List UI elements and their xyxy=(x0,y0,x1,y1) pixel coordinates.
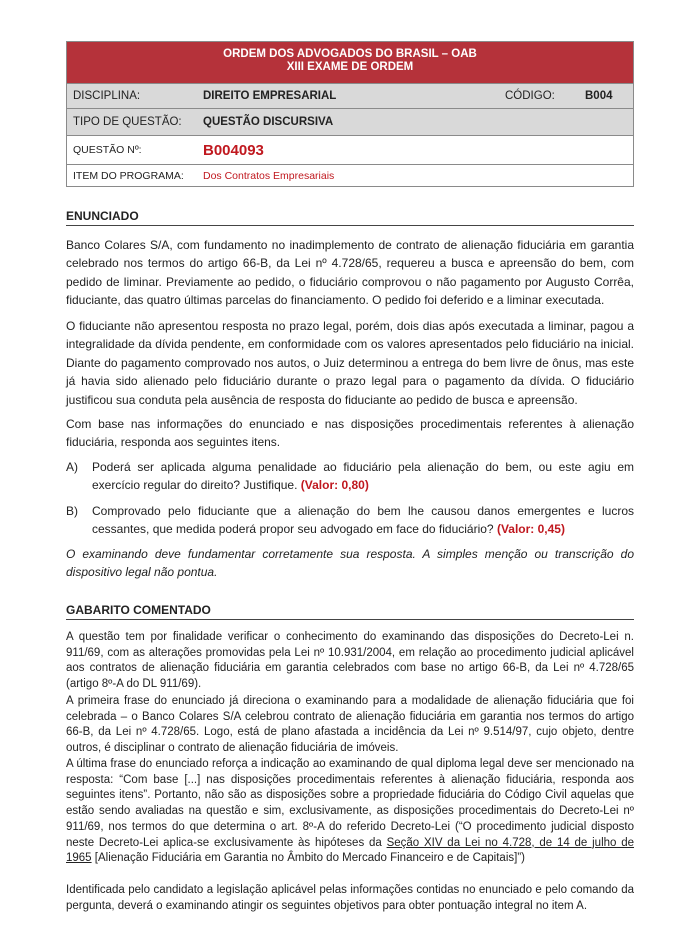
lei-4728-link[interactable]: Seção XIV da Lei no 4.728, de 14 de julho de 1965 xyxy=(66,836,635,865)
disciplina-value: DIREITO EMPRESARIAL xyxy=(203,90,337,102)
item-a-value: (Valor: 0,80) xyxy=(300,478,369,493)
enunciado-paragraph-2: O fiduciante não apresentou resposta no prazo legal, porém, dois dias após executada a liminar, pagou a integralidade da dívida pendente, em conformidade com os valores apresentados pelo fiduciário na inicial. Diante do pagamento comprovado nos autos, o Juiz determinou a entrega do bem livre de ônus, mas este já havia sido alienado pelo fiduciário durante o prazo legal para o pagamento da dívida. O fiduciário justificou sua conduta pela ausência de resposta do fiduciante ao pedido de busca e apreensão. xyxy=(66,319,634,407)
item-a-question: Poderá ser aplicada alguma penalidade ao fiduciário pela alienação do bem, ou este agiu em exercício regular do direito? Justifique. xyxy=(92,460,634,493)
enunciado-heading: ENUNCIADO xyxy=(66,209,634,226)
item-b-value: (Valor: 0,45) xyxy=(496,522,565,537)
gabarito-paragraph-4: Identificada pelo candidato a legislação aplicável pelas informações contidas no enunciado e pelo comando da pergunta, deverá o examinando atingir os seguintes objetivos para obter pontuação integral no item A. xyxy=(66,884,634,912)
questao-value: B004093 xyxy=(203,141,264,159)
gabarito-paragraph-1: A questão tem por finalidade verificar o conhecimento do examinando das disposições do Decreto-Lei n. 911/69, com as alterações promovidas pela Lei nº 10.931/2004, em relação ao procedimento judicial aplicável aos contratos de alienação fiduciária em garantia celebrados com base no artigo 66-B, da Lei nº 4.728/65 (artigo 8º-A do DL 911/69). xyxy=(66,631,634,691)
question-item-b xyxy=(66,502,634,539)
enunciado-note: O examinando deve fundamentar corretamente sua resposta. A simples menção ou transcrição do dispositivo legal não pontua. xyxy=(66,547,634,580)
enunciado-paragraph-3: Com base nas informações do enunciado e nas disposições procedimentais referentes à alienação fiduciária, responda aos seguintes itens. xyxy=(66,417,634,450)
questao-row xyxy=(67,136,633,165)
codigo-label: CÓDIGO: xyxy=(505,90,555,102)
item-programa-label: ITEM DO PROGRAMA: xyxy=(73,169,184,182)
disciplina-row xyxy=(67,84,633,109)
gabarito-paragraph-3 xyxy=(66,757,634,867)
exam-header-table xyxy=(66,41,634,187)
question-item-a xyxy=(66,458,634,495)
gabarito-p3-text: A última frase do enunciado reforça a indicação ao examinando de qual diploma legal deve ser mencionado na resposta: “Com base [...] nas disposições procedimentais referentes à alienação fiduciária, responda aos seguintes itens”. Portanto, não são as disposições sobre a propriedade fiduciária do Código Civil aquelas que estão sendo avaliadas na questão e sim, exclusivamente, as disposições procedimentais do Decreto-Lei nº 911/69, nos termos do que determina o art. 8º-A do referido Decreto-Lei (“O procedimento judicial disposto neste Decreto-Lei aplica-se exclusivamente às hipóteses da xyxy=(66,758,634,849)
institution-name: ORDEM DOS ADVOGADOS DO BRASIL – OAB xyxy=(223,48,477,60)
item-b-label: B) xyxy=(66,504,78,518)
disciplina-label: DISCIPLINA: xyxy=(73,90,141,102)
gabarito-heading: GABARITO COMENTADO xyxy=(66,603,634,620)
item-b-text xyxy=(92,502,634,539)
item-b-question: Comprovado pelo fiduciante que a alienação do bem lhe causou danos emergentes e lucros cessantes, que medida poderá propor seu advogado em face do fiduciário? xyxy=(92,504,634,537)
questao-label: QUESTÃO Nº: xyxy=(73,144,142,156)
item-programa-row xyxy=(67,165,633,186)
tipo-value: QUESTÃO DISCURSIVA xyxy=(203,116,334,128)
exam-name: XIII EXAME DE ORDEM xyxy=(286,61,414,73)
tipo-label: TIPO DE QUESTÃO: xyxy=(73,116,182,128)
gabarito-p3-tail: [Alienação Fiduciária em Garantia no Âmbito do Mercado Financeiro e de Capitais]”) xyxy=(91,852,525,865)
item-a-text xyxy=(92,458,634,495)
item-a-label: A) xyxy=(66,460,78,474)
gabarito-paragraph-2: A primeira frase do enunciado já direciona o examinando para a modalidade de alienação fiduciária que foi celebrada – o Banco Colares S/A celebrou contrato de alienação fiduciária em garantia nos termos do artigo 66-B, da Lei nº 4.728/65. Logo, está de plano afastada a incidência da Lei nº 9.514/97, cujo objeto, dentre outros, é disciplinar o contrato de alienação fiduciária de imóveis. xyxy=(66,695,634,755)
tipo-row xyxy=(67,109,633,136)
item-programa-value: Dos Contratos Empresariais xyxy=(203,169,335,182)
codigo-value: B004 xyxy=(585,90,613,102)
enunciado-paragraph-1: Banco Colares S/A, com fundamento no inadimplemento de contrato de alienação fiduciária em garantia celebrado nos termos do artigo 66-B, da Lei nº 4.728/65, requereu a busca e apreensão do bem, com pedido de liminar. Previamente ao pedido, o fiduciário comprovou o não pagamento por Augusto Corrêa, fiduciante, das quatro últimas parcelas do financiamento. O pedido foi deferido e a liminar executada. xyxy=(66,238,634,308)
exam-header-title xyxy=(67,42,633,84)
